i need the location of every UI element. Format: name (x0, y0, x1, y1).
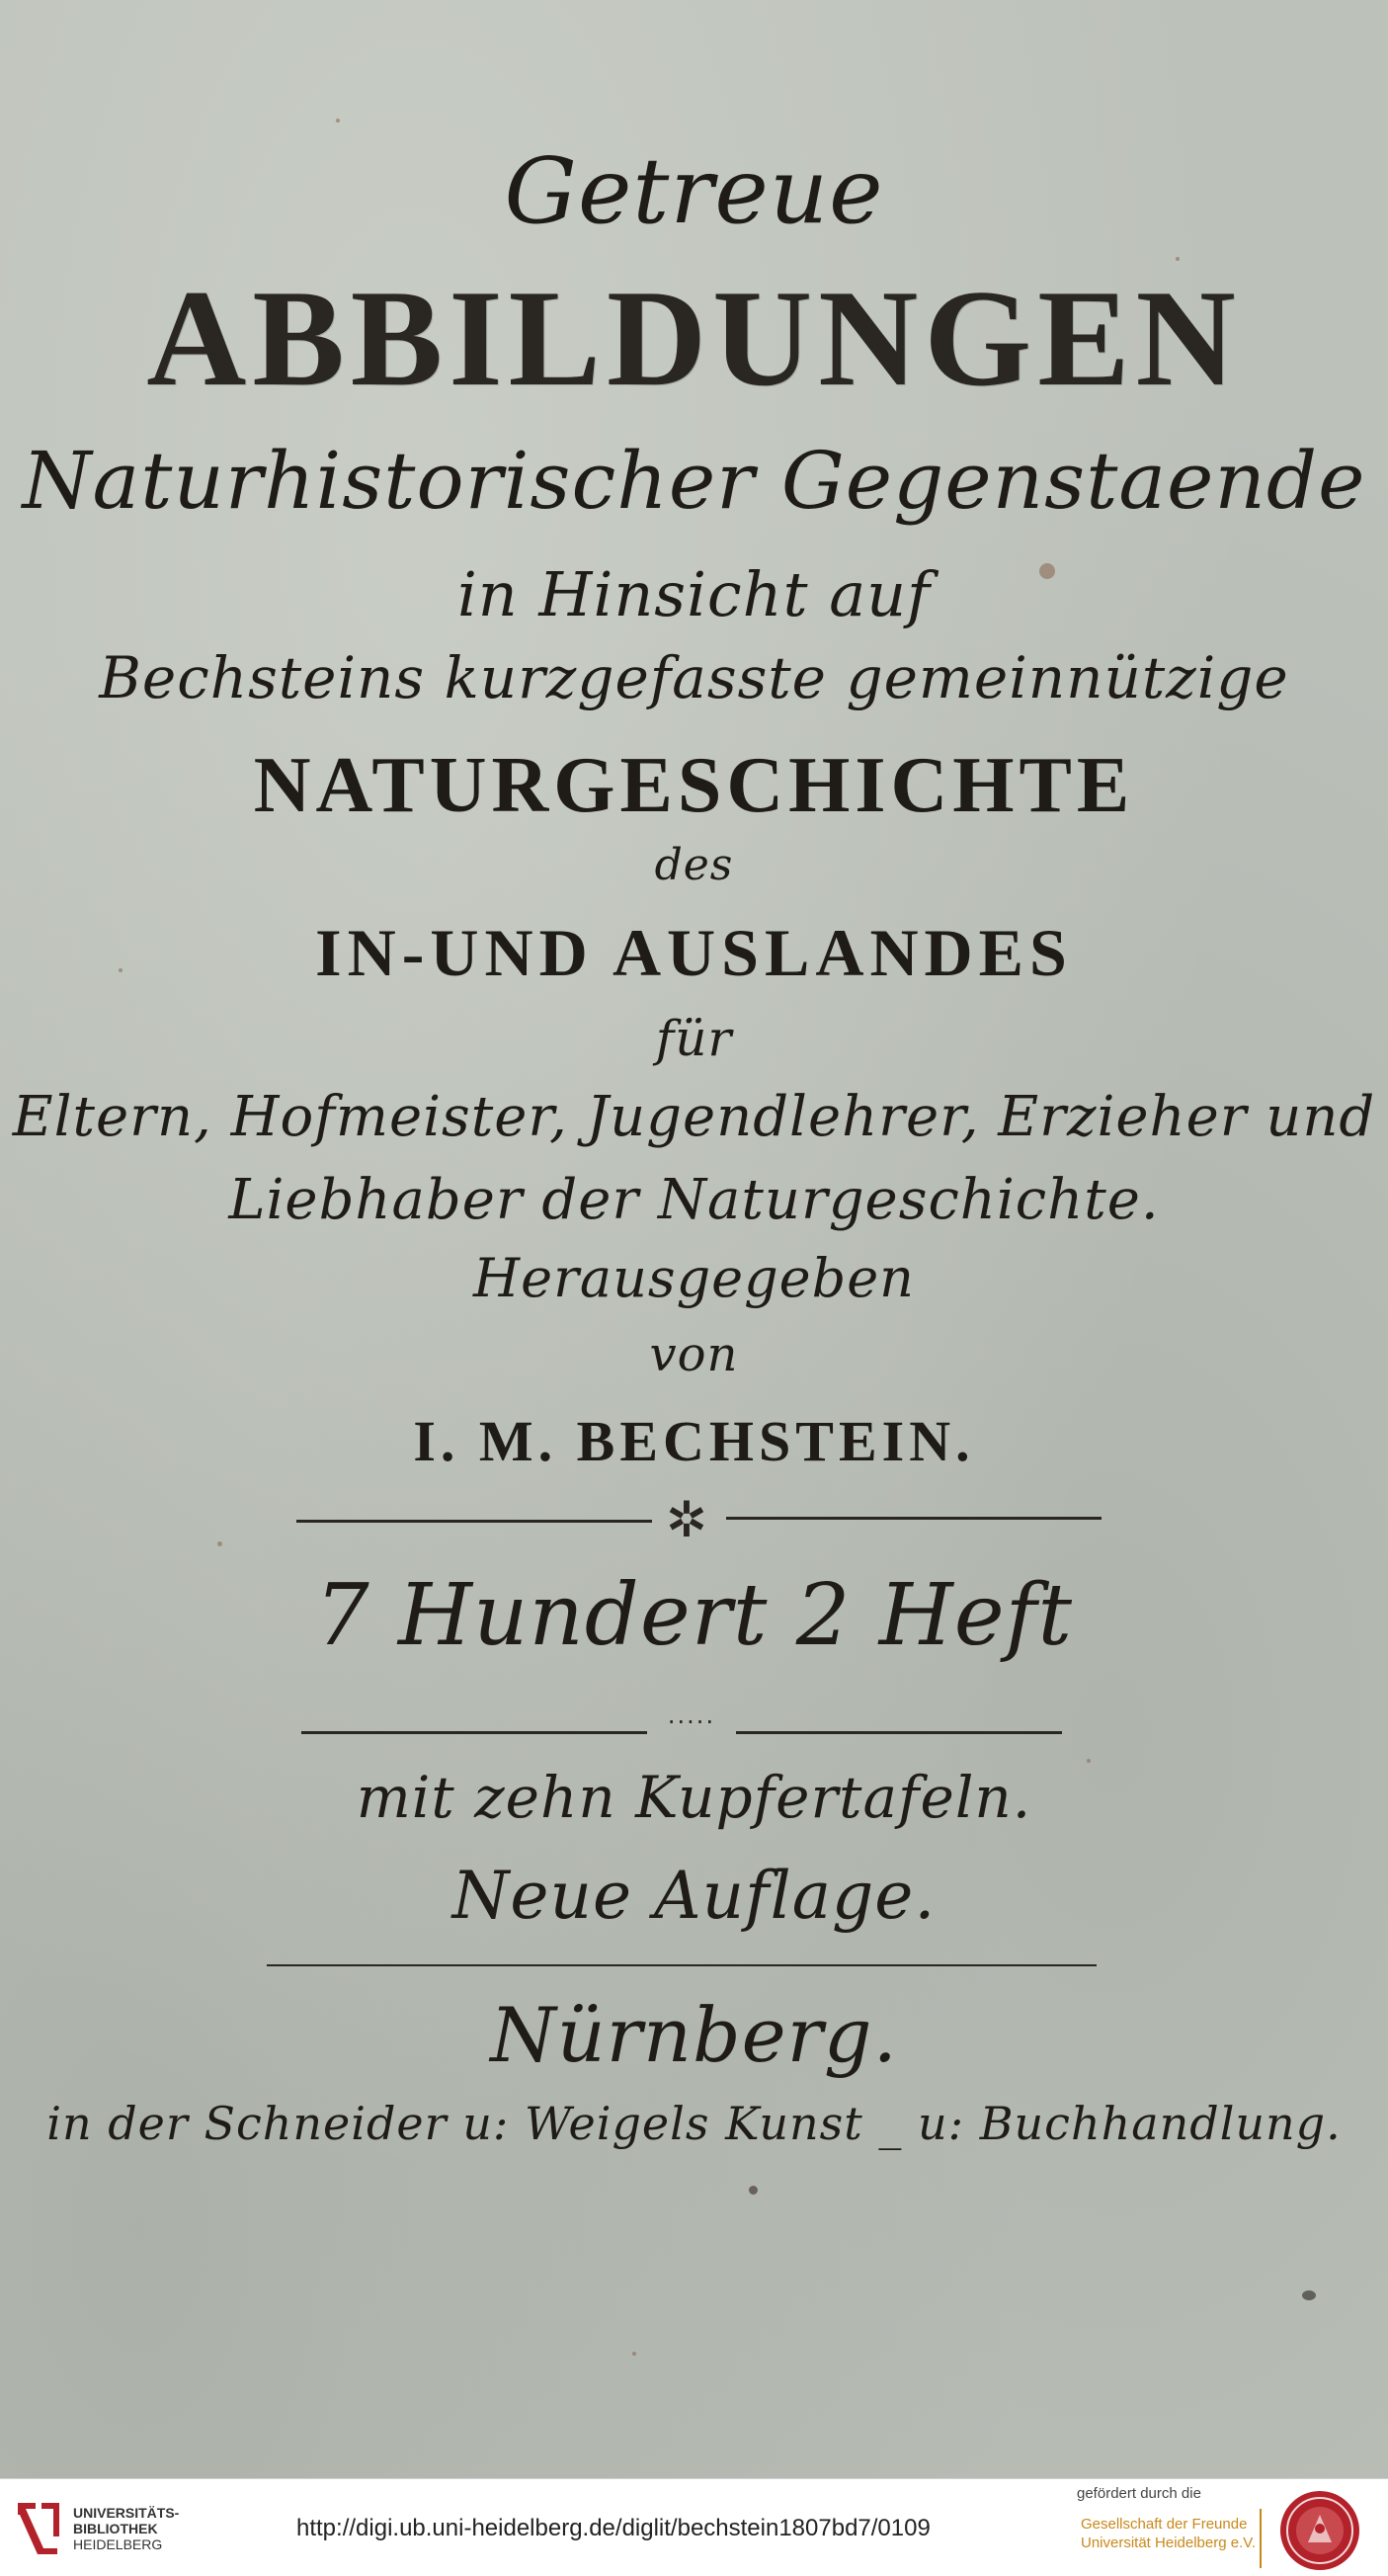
title-line-in-und-auslandes: IN-UND AUSLANDES (315, 915, 1073, 990)
sponsor-name-line1: Gesellschaft der Freunde (1081, 2516, 1248, 2533)
edition-line: Neue Auflage. (451, 1858, 937, 1934)
divider-rule-2-right (736, 1731, 1062, 1734)
title-line-herausgegeben: Herausgegeben (473, 1247, 915, 1309)
sponsor-divider (1260, 2509, 1262, 2568)
sponsor-name-line2: Universität Heidelberg e.V. (1081, 2534, 1257, 2551)
publisher-line: in der Schneider u: Weigels Kunst _ u: Buchhandlung. (46, 2097, 1342, 2150)
permalink-url[interactable]: http://digi.ub.uni-heidelberg.de/diglit/bechstein1807bd7/0109 (296, 2515, 931, 2541)
sponsor-name (1081, 2515, 1256, 2552)
divider-rule-3 (267, 1964, 1097, 1966)
title-line-abbildungen: ABBILDUNGEN (146, 262, 1242, 415)
university-seal-icon (1278, 2489, 1361, 2572)
title-line-von: von (649, 1327, 739, 1382)
title-line-getreue: Getreue (504, 138, 884, 244)
title-line-naturgeschichte: NATURGESCHICHTE (253, 742, 1135, 829)
title-line-des: des (654, 840, 734, 890)
sponsor-label: gefördert durch die (1077, 2485, 1201, 2502)
library-name-line1: UNIVERSITÄTS- (73, 2505, 180, 2521)
ornament-star-icon: ✲ (666, 1491, 707, 1548)
title-line-bechsteins: Bechsteins kurzgefasste gemeinnützige (99, 644, 1289, 711)
library-name (73, 2505, 179, 2552)
title-line-fuer: für (655, 1010, 733, 1067)
divider-rule-left (296, 1520, 652, 1523)
title-line-liebhaber: Liebhaber der Naturgeschichte. (228, 1168, 1160, 1232)
ub-heidelberg-logo-icon (14, 2497, 63, 2560)
library-name-line2: BIBLIOTHEK (73, 2521, 158, 2536)
library-name-line3: HEIDELBERG (73, 2536, 163, 2552)
place-line: Nürnberg. (490, 1991, 898, 2079)
title-line-in-hinsicht-auf: in Hinsicht auf (456, 558, 932, 630)
author-name: I. M. BECHSTEIN. (413, 1409, 975, 1473)
plates-line: mit zehn Kupfertafeln. (356, 1764, 1032, 1831)
volume-issue-line: 7 Hundert 2 Heft (314, 1566, 1074, 1665)
digitization-footer (0, 2478, 1388, 2576)
title-line-eltern: Eltern, Hofmeister, Jugendlehrer, Erzieher und (12, 1085, 1376, 1149)
ornament-dots-icon: ····· (667, 1708, 716, 1736)
divider-rule-2-left (301, 1731, 647, 1734)
title-line-naturhistorischer: Naturhistorischer Gegenstaende (22, 435, 1366, 527)
divider-rule-right (726, 1517, 1102, 1520)
